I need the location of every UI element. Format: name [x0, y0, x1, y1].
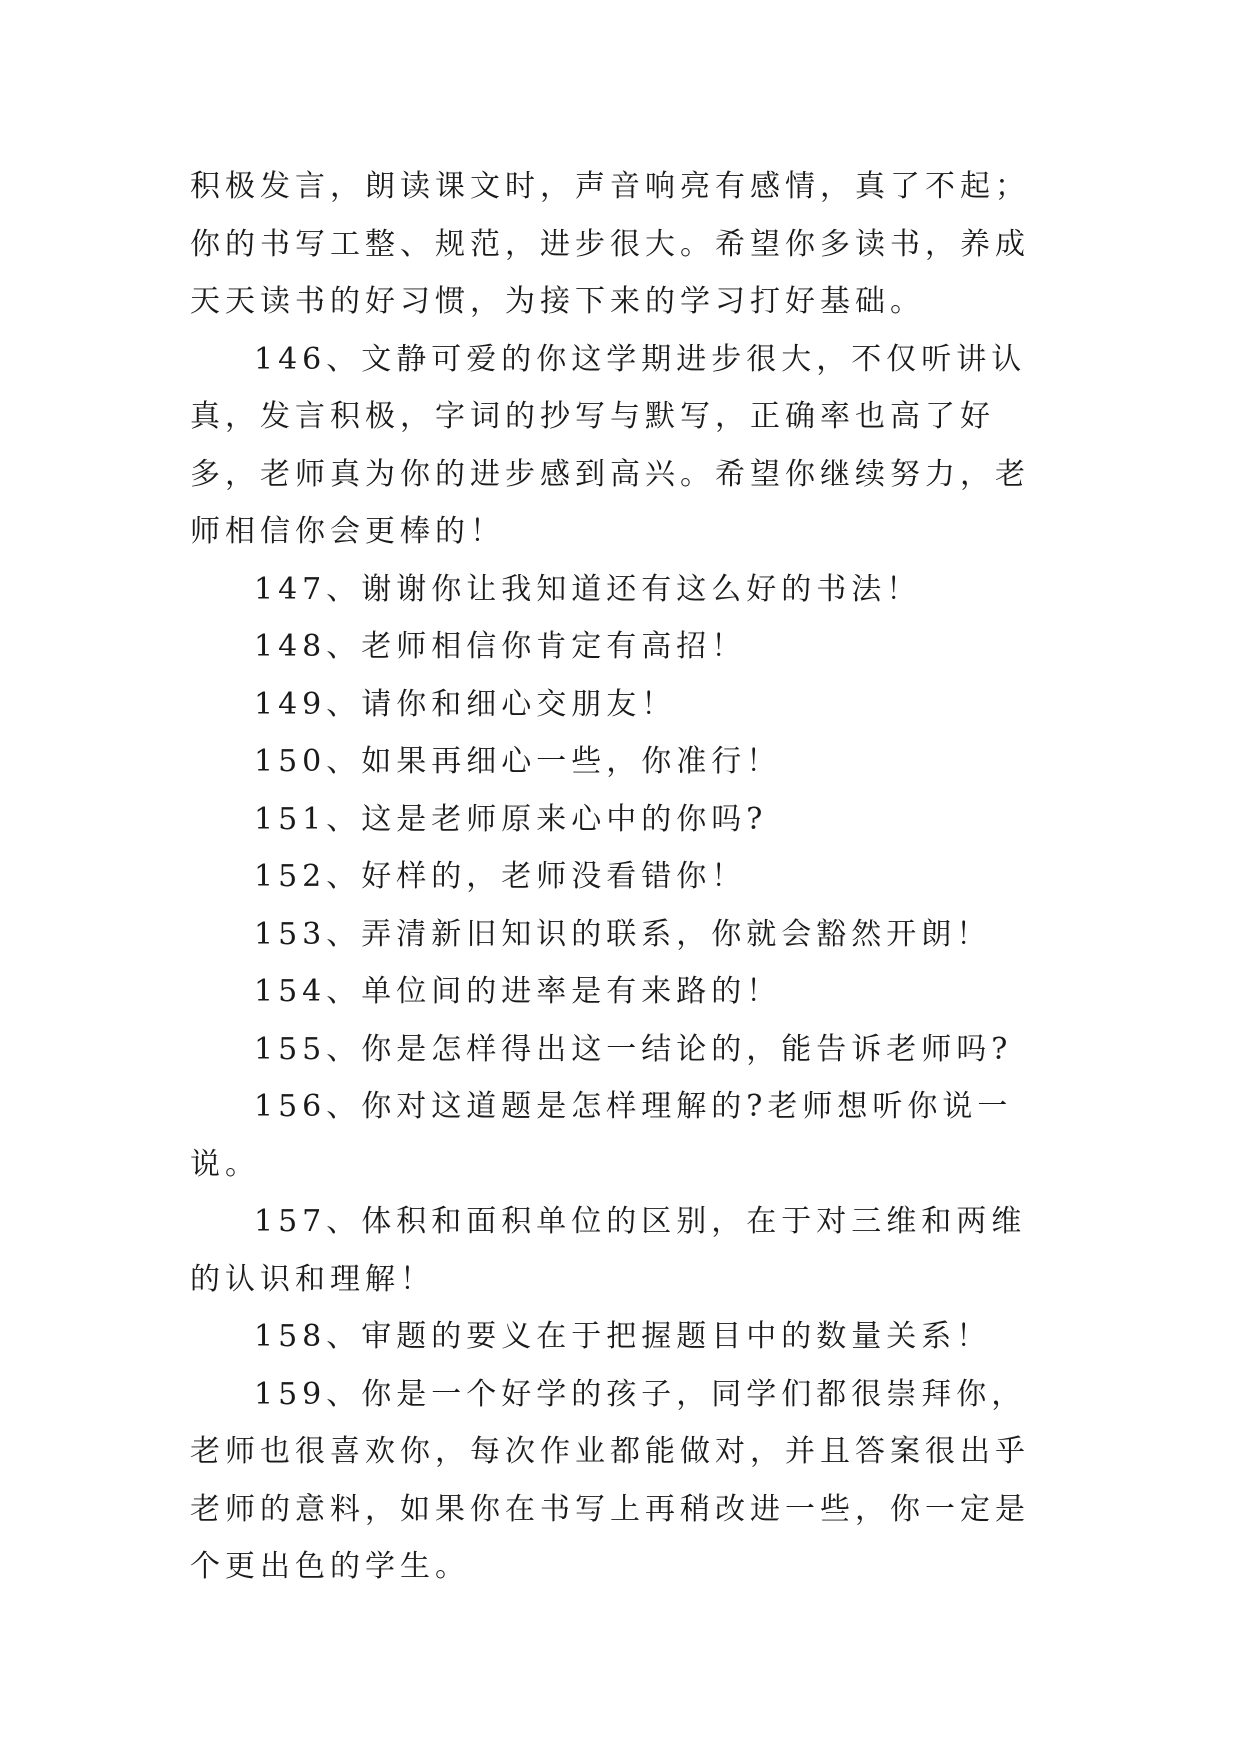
paragraph: 151、这是老师原来心中的你吗? [254, 801, 768, 837]
paragraph: 156、你对这道题是怎样理解的?老师想听你说一说。 [190, 1089, 1013, 1182]
paragraph: 159、你是一个好学的孩子，同学们都很崇拜你，老师也很喜欢你，每次作业都能做对，并且答案很出乎老师的意料，如果你在书写上再稍改进一些，你一定是个更出色的学生。 [190, 1376, 1030, 1584]
paragraph: 153、弄清新旧知识的联系，你就会豁然开朗！ [254, 916, 992, 952]
paragraph: 150、如果再细心一些，你准行！ [254, 744, 782, 779]
paragraph: 积极发言，朗读课文时，声音响亮有感情，真了不起；你的书写工整、规范，进步很大。希望你多读书，养成天天读书的好习惯，为接下来的学习打好基础。 [190, 169, 1030, 319]
document-body [190, 158, 1052, 1596]
paragraph: 146、文静可爱的你这学期进步很大，不仅听讲认真，发言积极，字词的抄写与默写，正确率也高了好多，老师真为你的进步感到高兴。希望你继续努力，老师相信你会更棒的！ [190, 341, 1030, 549]
paragraph: 154、单位间的进率是有来路的！ [254, 974, 782, 1009]
paragraph: 149、请你和细心交朋友！ [254, 686, 677, 722]
paragraph: 147、谢谢你让我知道还有这么好的书法！ [254, 571, 922, 607]
paragraph: 152、好样的，老师没看错你！ [254, 859, 747, 894]
paragraph: 158、审题的要义在于把握题目中的数量关系！ [254, 1319, 992, 1354]
paragraph: 148、老师相信你肯定有高招！ [254, 629, 747, 664]
paragraph: 155、你是怎样得出这一结论的，能告诉老师吗? [254, 1031, 1013, 1067]
paragraph: 157、体积和面积单位的区别，在于对三维和两维的认识和理解！ [190, 1204, 1027, 1297]
